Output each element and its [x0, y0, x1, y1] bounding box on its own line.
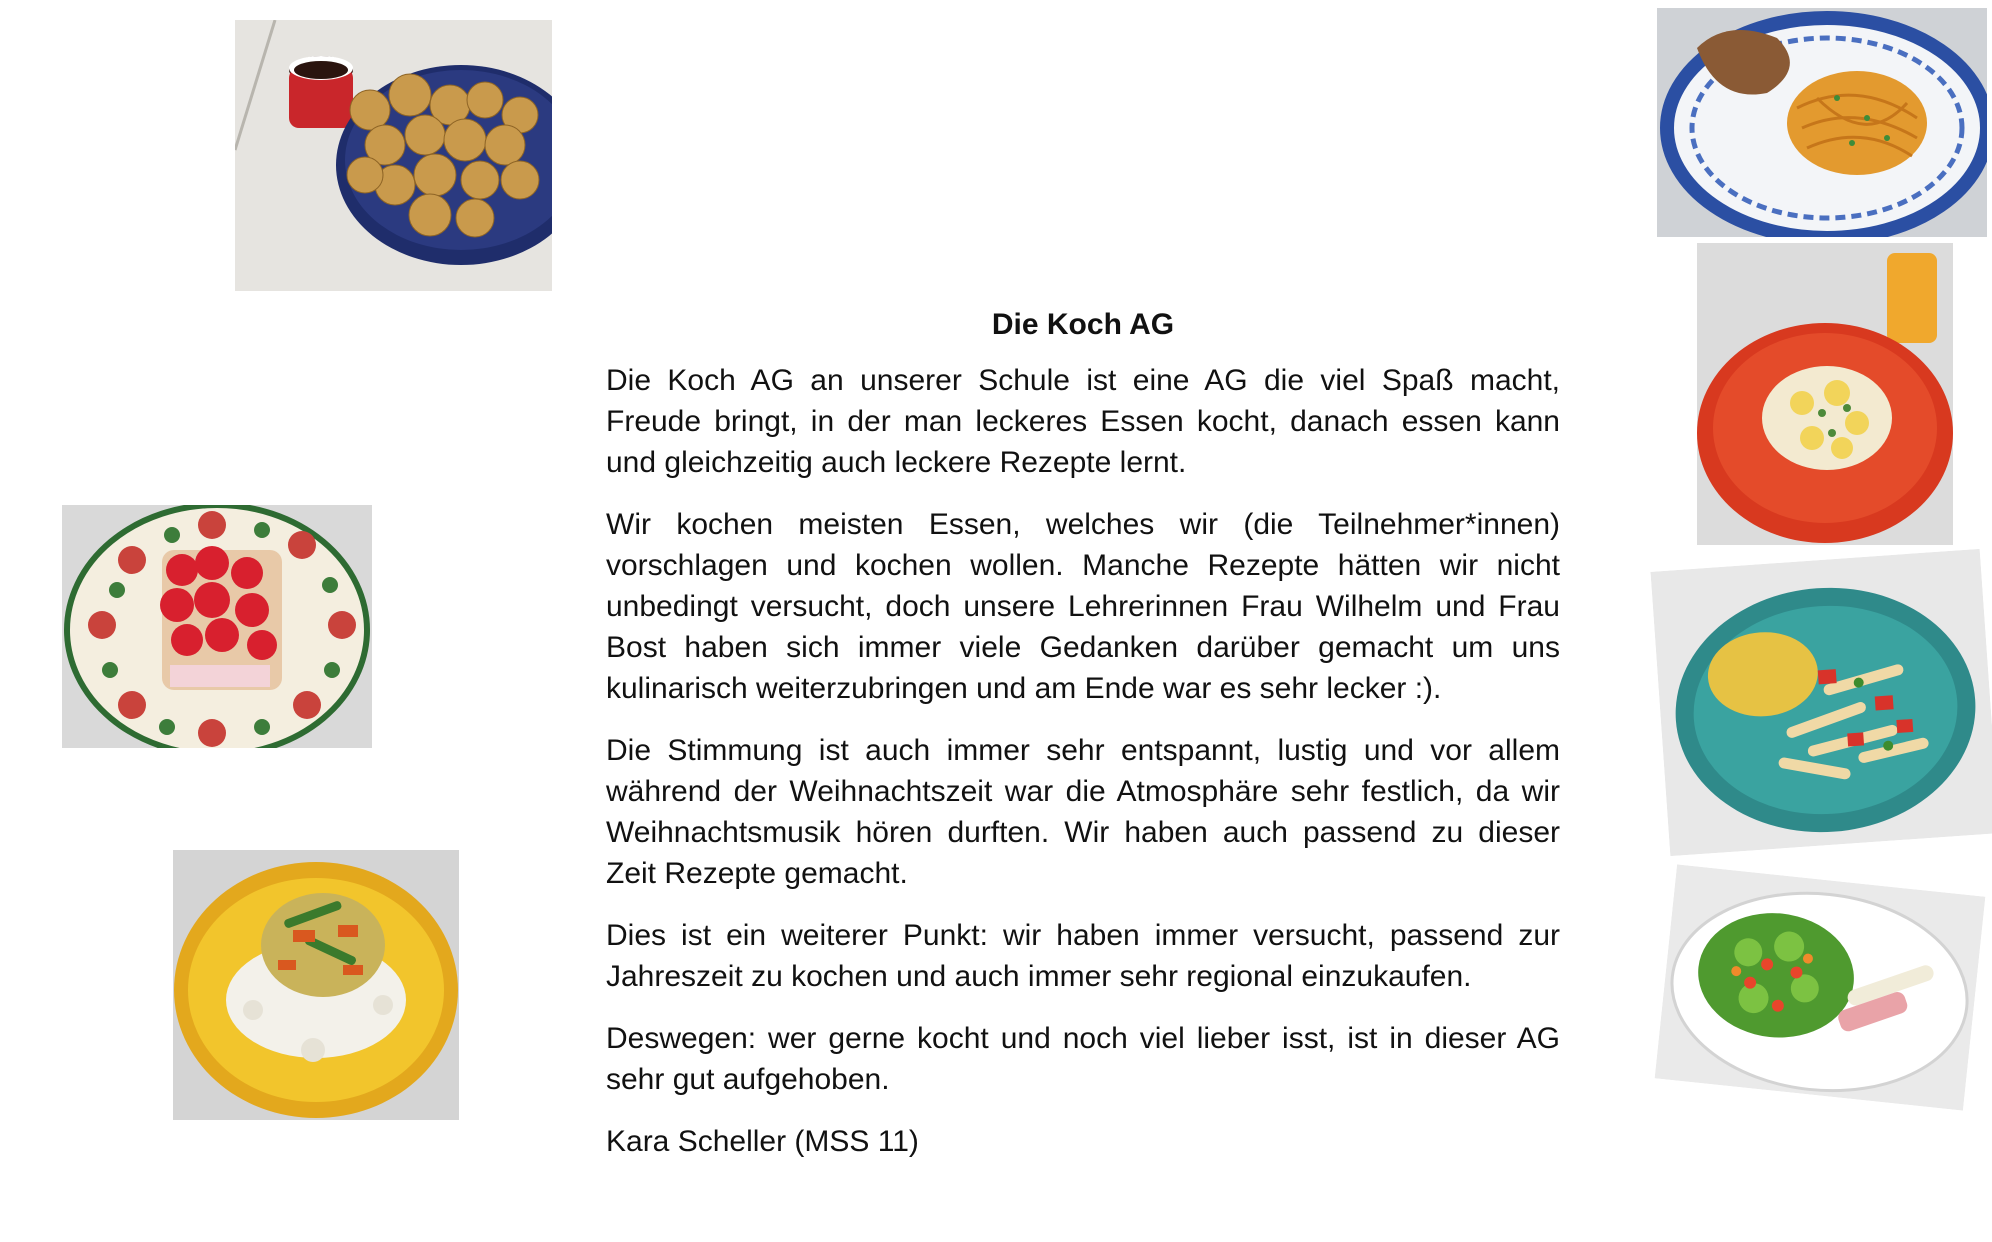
cookies-photo: [235, 20, 552, 291]
potato-salad-photo: [1697, 243, 1953, 545]
penne-omelette-photo: [1650, 549, 1992, 856]
article-title: Die Koch AG: [991, 308, 1175, 341]
article-paragraph: Wir kochen meisten Essen, welches wir (die Teilnehmer*innen) vorschlagen und kochen wollen. Manche Rezepte hätten wir nicht unbedingt versucht, doch unsere Lehrerinnen Frau Wilhelm und Frau Bost haben sich immer viele Gedanken darüber gemacht um uns kulinarisch weiterzubringen und am Ende war es sehr lecker :).: [606, 508, 1560, 705]
salad-asparagus-photo: [1655, 864, 1986, 1110]
article-paragraph: Die Koch AG an unserer Schule ist eine AG die viel Spaß macht, Freude bringt, in der man leckeres Essen kocht, danach essen kann und gleichzeitig auch leckere Rezepte lernt.: [606, 364, 1560, 479]
strawberry-cake-photo: [62, 505, 372, 748]
pasta-bread-photo: [1657, 8, 1987, 237]
article-paragraph: Dies ist ein weiterer Punkt: wir haben immer versucht, passend zur Jahreszeit zu kochen und auch immer sehr regional einzukaufen.: [606, 919, 1560, 993]
article-paragraph: Deswegen: wer gerne kocht und noch viel lieber isst, ist in dieser AG sehr gut aufgehoben.: [606, 1022, 1560, 1096]
article: [606, 300, 1560, 1183]
author-signature: Kara Scheller (MSS 11): [606, 1125, 919, 1158]
rice-vegetables-photo: [173, 850, 459, 1120]
article-paragraph: Die Stimmung ist auch immer sehr entspannt, lustig und vor allem während der Weihnachtszeit war die Atmosphäre sehr festlich, da wir Weihnachtsmusik hören durften. Wir haben auch passend zu dieser Zeit Rezepte gemacht.: [606, 734, 1560, 890]
